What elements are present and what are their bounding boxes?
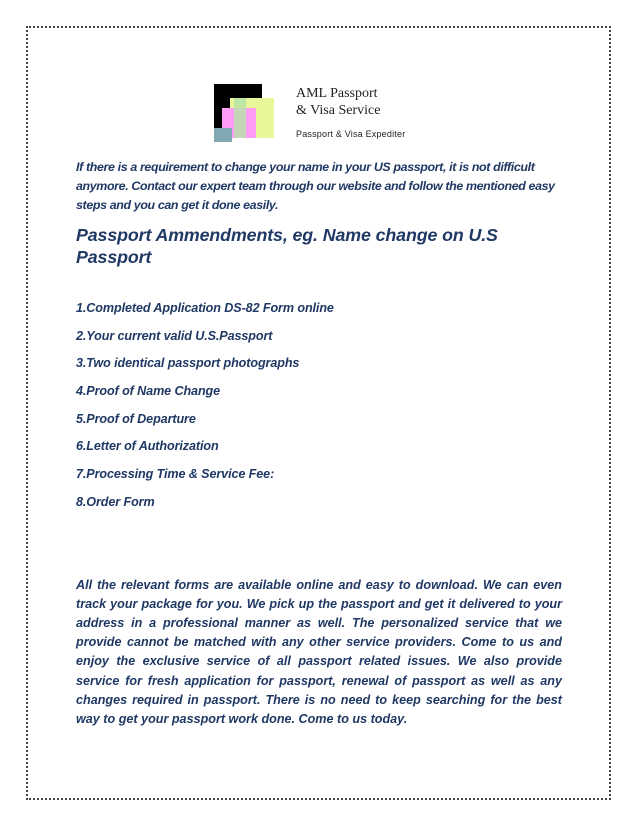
closing-paragraph: All the relevant forms are available online and easy to download. We can even track your package for you. We pick up the passport and get it delivered to your address in a professional manner as well. The personalized service that we provide cannot be matched with any other service providers. Come to us and enjoy the exclusive service of all passport related issues. We also provide service for fresh application for passport, renewal of passport as well as any changes required in passport. There is no need to keep searching for the best way to get your passport work done. Come to us today. — [76, 577, 562, 726]
list-item: 3.Two identical passport photographs — [76, 356, 300, 371]
list-item: 2.Your current valid U.S.Passport — [76, 328, 273, 343]
logo-name-line2: & Visa Service — [296, 102, 381, 118]
list-item: 8.Order Form — [76, 494, 155, 509]
section-heading: Passport Ammendments, eg. Name change on U.S Passport — [76, 225, 498, 267]
logo-text — [296, 85, 405, 139]
logo-tagline: Passport & Visa Expediter — [296, 128, 406, 139]
requirements-list — [76, 299, 562, 521]
logo-name-line1: AML Passport — [296, 85, 378, 101]
company-logo — [206, 75, 430, 148]
document-body — [76, 158, 562, 729]
logo-green-strip — [234, 98, 246, 138]
list-item: 7.Processing Time & Service Fee: — [76, 467, 275, 482]
logo-squares-graphic — [214, 84, 280, 144]
list-item: 6.Letter of Authorization — [76, 439, 219, 454]
list-item: 5.Proof of Departure — [76, 411, 196, 426]
intro-paragraph: If there is a requirement to change your name in your US passport, it is not difficult anymore. Contact our expert team through our website and follow the mentioned easy steps and you can get it done easily. — [76, 160, 555, 212]
list-item: 4.Proof of Name Change — [76, 384, 221, 399]
logo-grey-square — [214, 128, 232, 142]
list-item: 1.Completed Application DS-82 Form online — [76, 301, 334, 315]
